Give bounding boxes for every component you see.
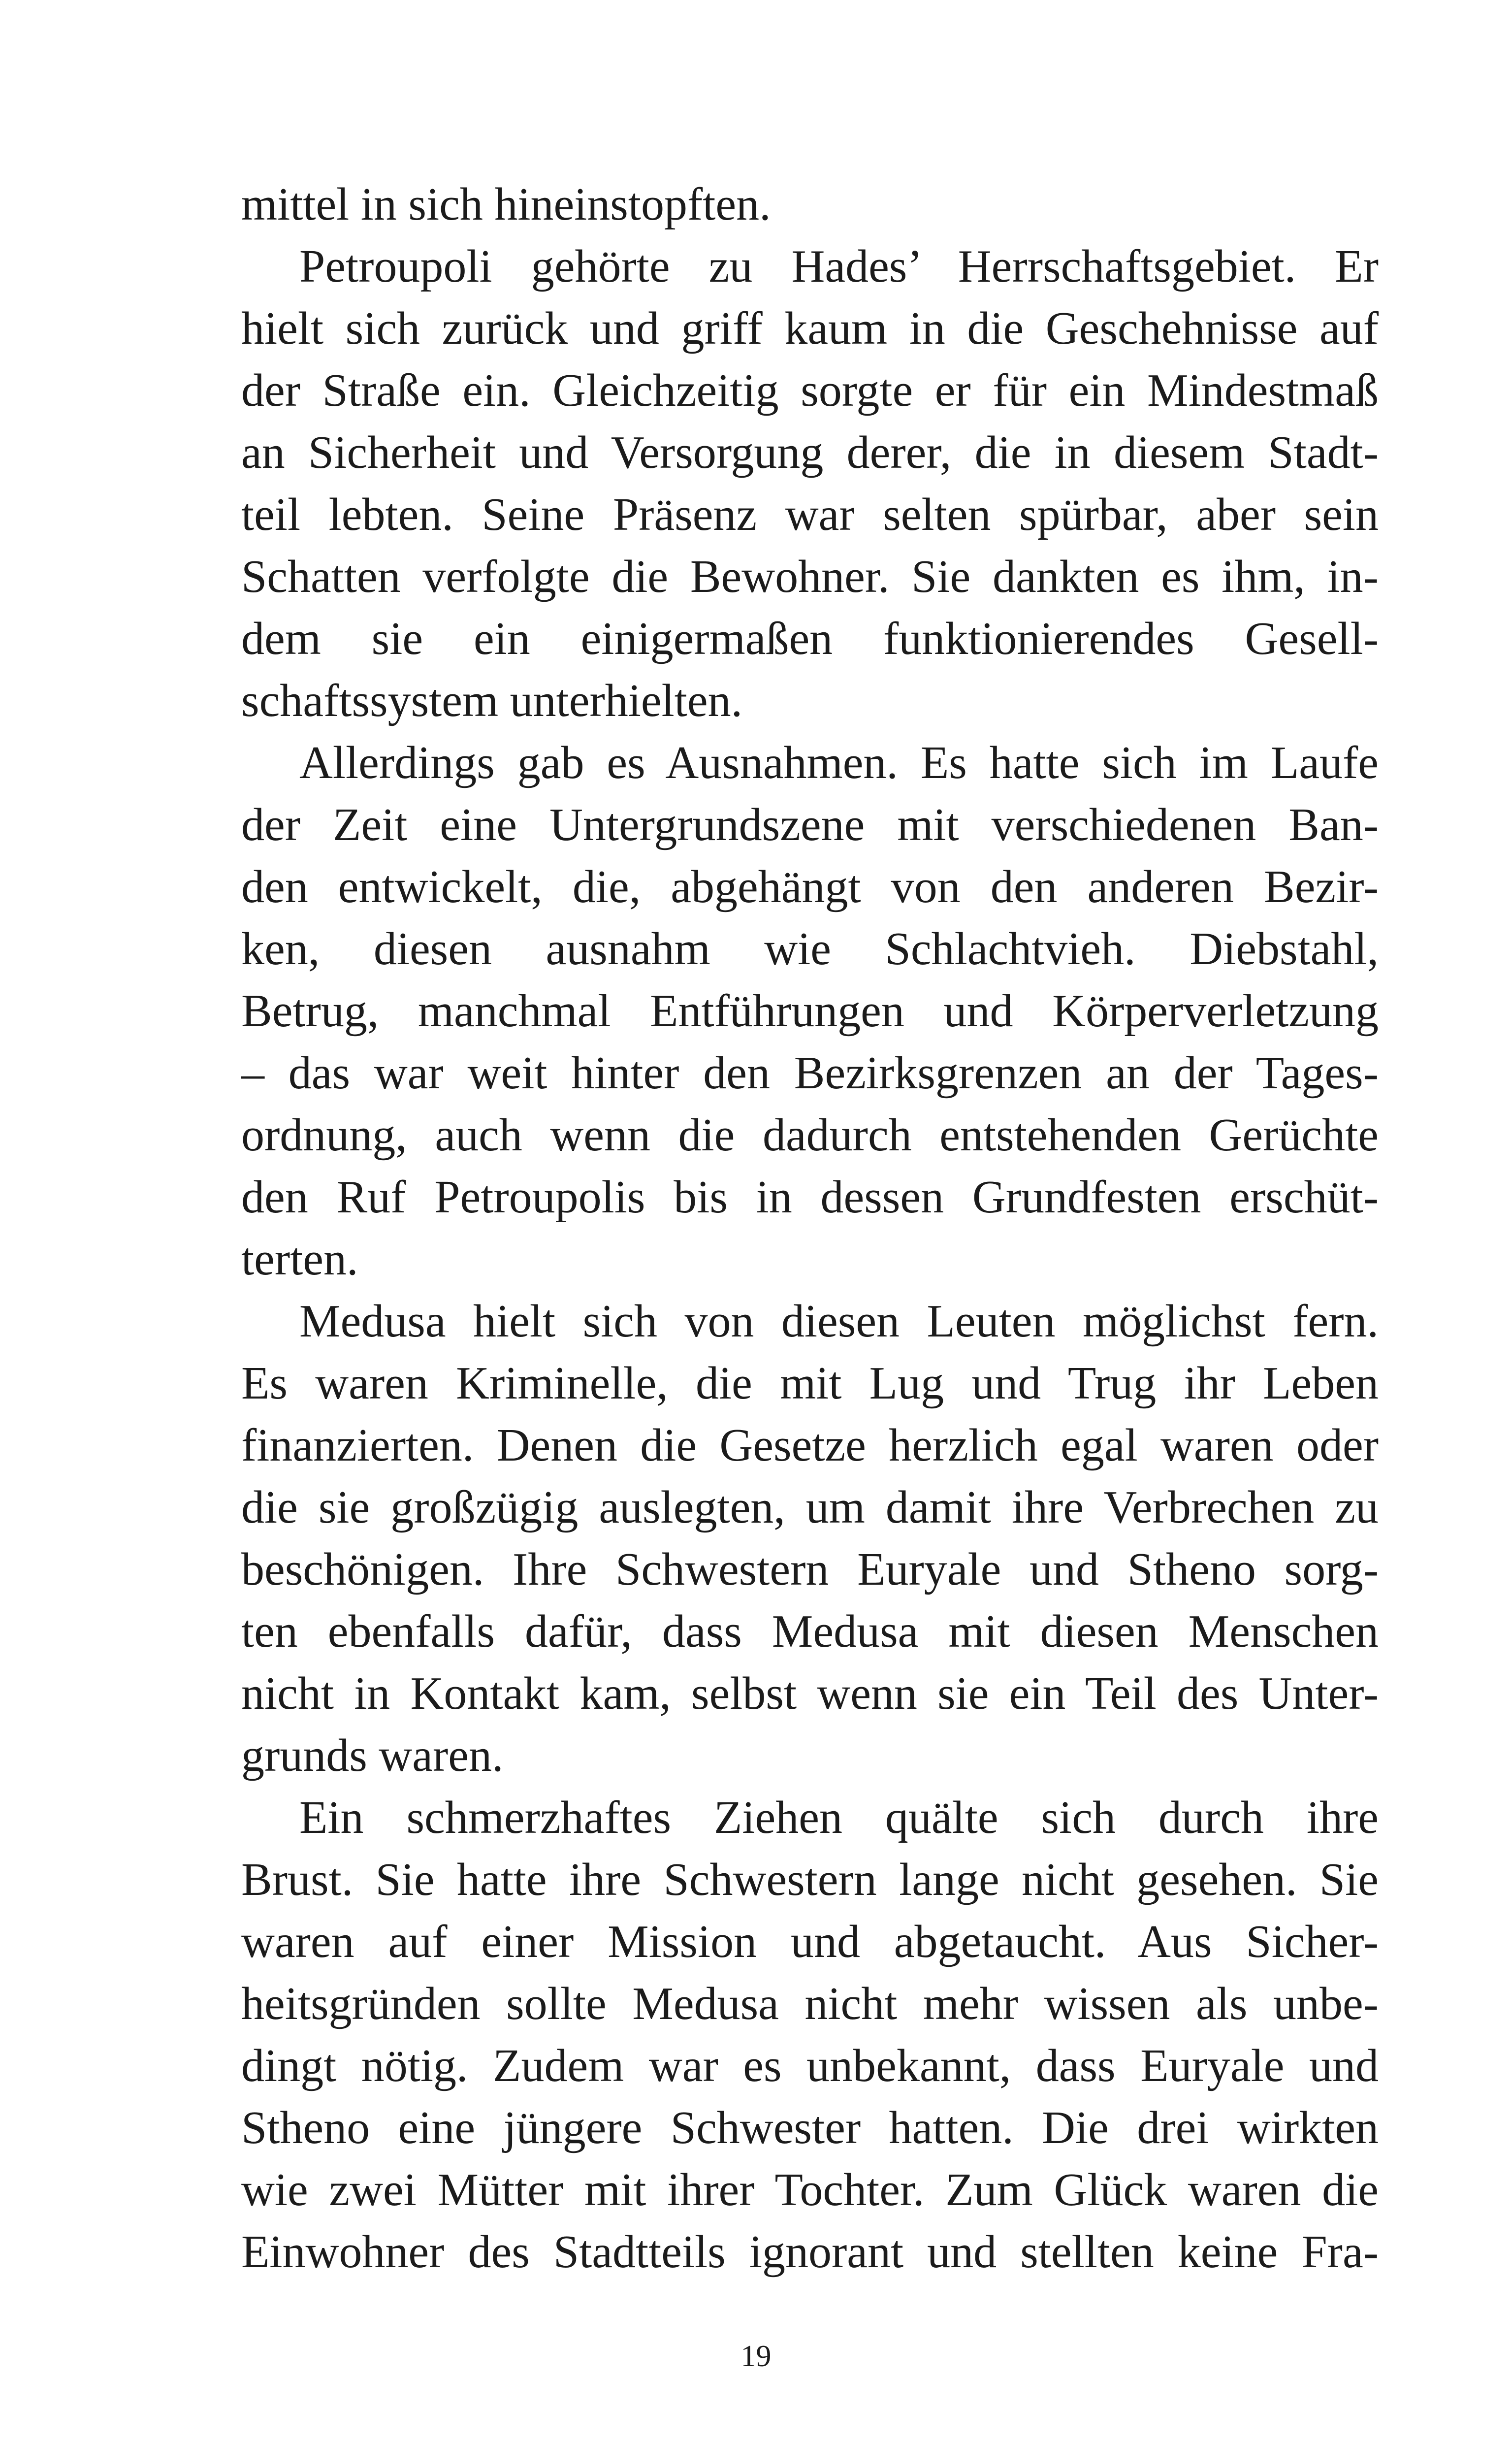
text-line: Schatten verfolgte die Bewohner. Sie dankten es ihm, in-	[241, 551, 1379, 602]
text-line: Allerdings gab es Ausnahmen. Es hatte sich im Laufe	[299, 737, 1379, 788]
text-line: schaftssystem unterhielten.	[241, 675, 743, 726]
body-text	[241, 173, 1379, 2283]
text-line: Ein schmerzhaftes Ziehen quälte sich durch ihre	[299, 1792, 1379, 1843]
text-line: ten ebenfalls dafür, dass Medusa mit diesen Menschen	[241, 1606, 1379, 1657]
text-line: teil lebten. Seine Präsenz war selten spürbar, aber sein	[241, 489, 1379, 540]
text-line: Medusa hielt sich von diesen Leuten möglichst fern.	[299, 1296, 1379, 1347]
text-line: grunds waren.	[241, 1730, 504, 1781]
text-line: finanzierten. Denen die Gesetze herzlich egal waren oder	[241, 1420, 1379, 1471]
text-line: terten.	[241, 1234, 358, 1285]
text-line: den entwickelt, die, abgehängt von den anderen Bezir-	[241, 861, 1379, 912]
text-line: ordnung, auch wenn die dadurch entstehenden Gerüchte	[241, 1109, 1379, 1161]
text-line: Petroupoli gehörte zu Hades’ Herrschaftsgebiet. Er	[299, 241, 1379, 292]
text-line: waren auf einer Mission und abgetaucht. Aus Sicher-	[241, 1916, 1379, 1967]
text-line: ken, diesen ausnahm wie Schlachtvieh. Diebstahl,	[241, 923, 1379, 975]
text-line: die sie großzügig auslegten, um damit ihre Verbrechen zu	[241, 1482, 1379, 1533]
text-line: beschönigen. Ihre Schwestern Euryale und Stheno sorg-	[241, 1544, 1379, 1595]
text-line: hielt sich zurück und griff kaum in die Geschehnisse auf	[241, 303, 1379, 354]
page-number: 19	[740, 2340, 772, 2373]
text-line: Brust. Sie hatte ihre Schwestern lange nicht gesehen. Sie	[241, 1854, 1379, 1905]
text-line: den Ruf Petroupolis bis in dessen Grundfesten erschüt-	[241, 1172, 1379, 1223]
text-line: dem sie ein einigermaßen funktionierendes Gesell-	[241, 613, 1379, 664]
text-line: heitsgründen sollte Medusa nicht mehr wissen als unbe-	[241, 1978, 1379, 2029]
text-line: Betrug, manchmal Entführungen und Körperverletzung	[241, 985, 1379, 1037]
text-line: der Zeit eine Untergrundszene mit verschiedenen Ban-	[241, 799, 1379, 850]
text-line: nicht in Kontakt kam, selbst wenn sie ein Teil des Unter-	[241, 1668, 1379, 1719]
text-line: der Straße ein. Gleichzeitig sorgte er für ein Mindestmaß	[241, 365, 1379, 416]
text-line: Stheno eine jüngere Schwester hatten. Die drei wirkten	[241, 2102, 1379, 2153]
text-line: an Sicherheit und Versorgung derer, die in diesem Stadt-	[241, 427, 1379, 478]
text-line: dingt nötig. Zudem war es unbekannt, dass Euryale und	[241, 2040, 1379, 2091]
text-line: Einwohner des Stadtteils ignorant und stellten keine Fra-	[241, 2226, 1379, 2278]
text-line: mittel in sich hineinstopften.	[241, 179, 771, 230]
text-line: – das war weit hinter den Bezirksgrenzen an der Tages-	[241, 1047, 1379, 1099]
text-line: wie zwei Mütter mit ihrer Tochter. Zum Glück waren die	[241, 2164, 1379, 2215]
text-line: Es waren Kriminelle, die mit Lug und Trug ihr Leben	[241, 1358, 1379, 1409]
